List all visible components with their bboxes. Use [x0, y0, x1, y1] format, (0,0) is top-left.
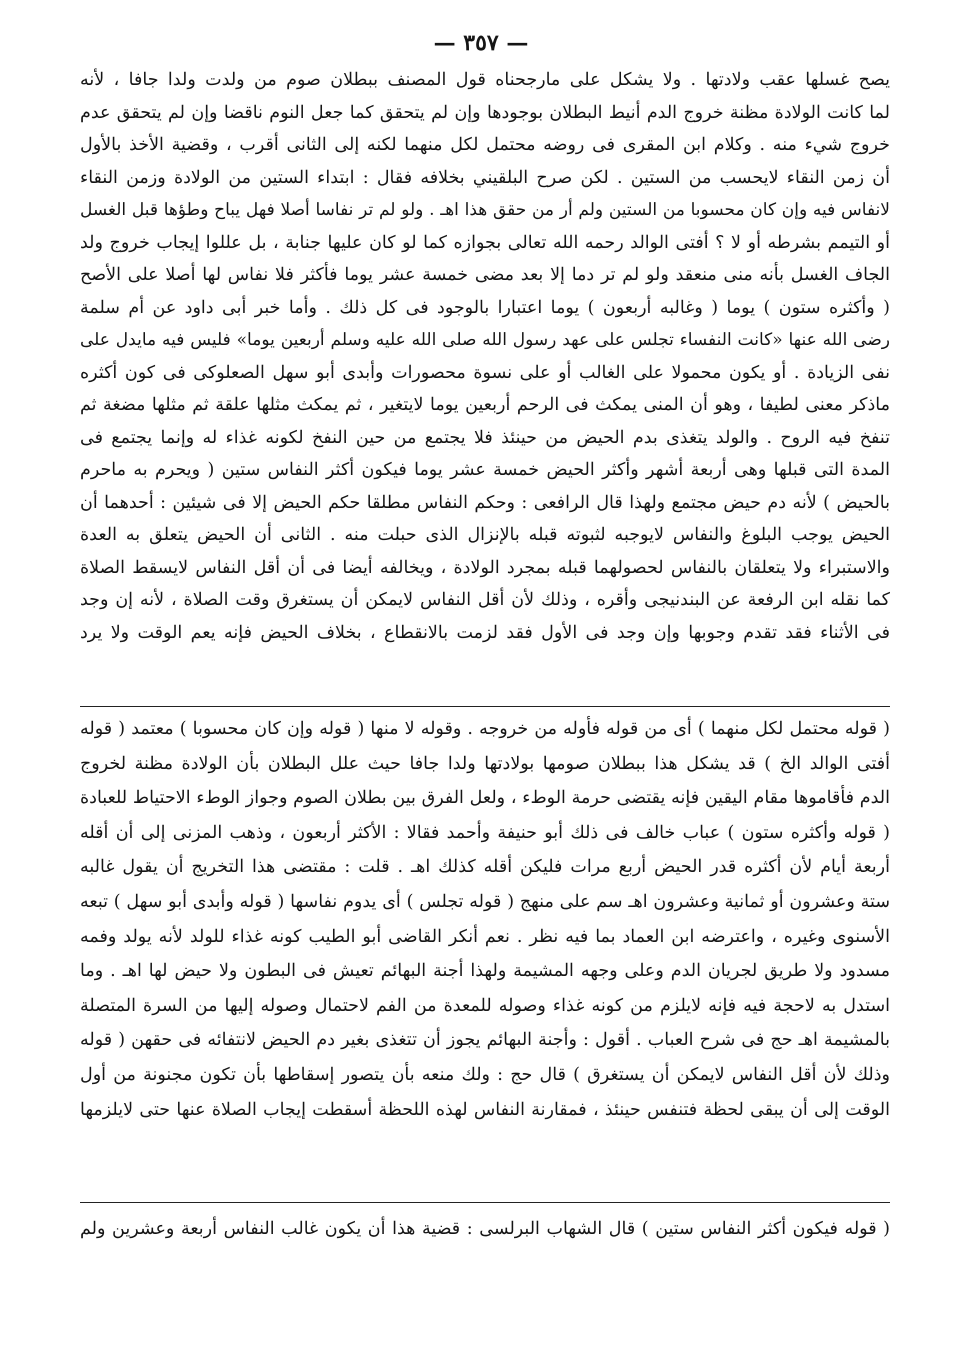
main-line: تنفخ فيه الروح . والولد يتغذى بدم الحيض من حينئذ فلا يجتمع من حين النفخ لكونه غذاء له وإنما يجتمع فى: [80, 427, 890, 448]
main-line: ماذكر معنى لطيفا ، وهو أن المنى يمكث فى الرحم أربعين يوما لايتغير ، ثم يمكث مثلها علقة ثم مثلها مضغة ثم: [80, 395, 890, 415]
main-line: الحيض يوجب البلوغ والنفاس لايوجبه لثبوته قبله بالإنزال الذى حبلت منه . الثانى أن الحيض يتعلق به العدة: [80, 525, 890, 545]
main-line: لما كانت الولادة مظنة خروج الدم أنيط البطلان بوجودها وإن لم يتحقق كما جعل النوم ناقضا وإن لم يتحقق عدم: [80, 102, 890, 123]
footnote-line: الأسنوى وغيره ، واعترضه ابن العماد بما فيه نظر . نعم أنكر القاضى أبو الطيب كونه غذاء للولد لأنه يولد وفمه: [80, 926, 890, 947]
main-line: فى الأثناء فقد تقدم وجوبها وإن وجد فى الأول فقد لزمت بالانقطاع ، بخلاف الحيض فإنه يعم الوقت ولا يرد: [80, 622, 890, 643]
main-line: كما نقله ابن الرفعة عن البندنيجى وأقره ، وذلك لأن أقل النفاس لايمكن أن يستغرق وقت الصلاة ، لأنه إن وجد: [80, 590, 890, 610]
footnote-block: [80, 712, 890, 1127]
main-line: بالحيض ) لأنه دم حيض مجتمع ولهذا قال الرافعى : وحكم النفاس مطلقا حكم الحيض إلا فى شيئين : أحدهما أن: [80, 492, 890, 513]
main-line: لانفاس فيه وإن كان محسوبا من الستين ولم أر من حقق هذا اهـ . ولو لم تر نفاسا أصلا فهل يباح وطؤها قبل الغسل: [80, 200, 890, 220]
footnote-line: أربعة أيام لأن أكثره قدر الحيض أربع مرات فليكن أقله كذلك اهـ . قلت : مقتضى هذا التخريج أن يقول غالبه: [80, 857, 890, 878]
footnote-line: الدم فأقاموها مقام اليقين فإنه يقتضى حرمة الوطء ، ولعل الفرق بين بطلان الصوم وجواز الوطء الاحتياط للعبادة: [80, 788, 890, 809]
footnote-divider: [80, 1202, 890, 1203]
main-line: يصح غسلها عقب ولادتها . ولا يشكل على مارجحناه قول المصنف ببطلان صوم من ولدت ولدا جافا ، لأنه: [80, 70, 890, 90]
main-text: [80, 64, 890, 649]
footnote-divider: [80, 706, 890, 707]
footnote-line: ستة وعشرون أو ثمانية وعشرون اهـ سم على منهج ( قوله تجلس ) أى يدوم نفاسها ( قوله وأبدى أبو سهل ) تبعه: [80, 891, 890, 912]
main-line: ( وأكثره ستون ) يوما ( وغالبه أربعون ) يوما اعتبارا بالوجود فى كل ذلك . وأما خبر أبى داود عن أم سلمة: [80, 297, 890, 318]
main-line: أو التيمم بشرطه أو لا ؟ أفتى الوالد رحمه الله تعالى بجوازه كما لو كان عليها جنابة ، بل عللوا إيجاب خروج ولد: [80, 232, 890, 253]
main-line: الجاف الغسل بأنه منى منعقد ولو لم تر دما إلا بعد مضى خمسة عشر يوما فأكثر فلا نفاس لها أصلا على الأصح: [80, 265, 890, 285]
footnote-line: الوقت إلى أن يبقى لحظة فتنفس حينئذ ، فمقارنة النفاس لهذه اللحظة أسقطت إيجاب الصلاة عنها حتى لايلزمها: [80, 1099, 890, 1120]
main-line: رضى الله عنها «كانت النفساء تجلس على عهد رسول الله صلى الله عليه وسلم أربعين يوما» فليس فيه مايدل على: [80, 330, 890, 350]
page-number: — ٣٥٧ —: [433, 30, 529, 56]
footnote-line: ( قوله فيكون أكثر النفاس ستين ) قال الشهاب البرلسى : قضية هذا أن يكون غالب النفاس أربعة وعشرين ولم: [80, 1219, 890, 1239]
main-line: المدة التى قبلها وهى أربعة أشهر وأكثر الحيض خمسة عشر يوما فيكون أكثر النفاس ستين ( ويحرم به ماحرم: [80, 460, 890, 480]
footnote-line: وذلك لأن أقل النفاس لايمكن أن يستغرق ) قال حج : ولك منعه بأن يتصور إسقاطها بأن تكون مجنونة من أول: [80, 1064, 890, 1085]
main-line: خروج شيء منه . وكلام ابن المقرى فى روضه محتمل لكل منهما لكنه إلى الثانى أقرب ، وقضية الأخذ بالأول: [80, 135, 890, 155]
main-line: والاستبراء ولا يتعلقان بالنفاس لحصولهما قبله بمجرد الولادة ، ويخالفه أيضا فى أن أقل النفاس لايسقط الصلاة: [80, 557, 890, 578]
main-line: أن زمن النقاء لايحسب من الستين . لكن صرح البلقيني بخلافه فقال : ابتداء الستين من الولادة وزمن النقاء: [80, 167, 890, 188]
footnote-line: بالمشيمة اهـ حج فى شرح العباب . أقول : وأجنة البهائم يجوز أن تتغذى بغير دم الحيض لانتفائه فى حقهن ( قوله: [80, 1030, 890, 1051]
footnote-line: أفتى الوالد الخ ) قد يشكل هذا ببطلان صومها بولادتها ولدا جافا حيث علل البطلان بأن الولادة مظنة لخروج: [80, 753, 890, 774]
footnote-line: مسدود ولا طريق لجريان الدم وعلى وجهه المشيمة ولهذا أجنة البهائم تعيش فى البطون ولا حيض لها اهـ . وما: [80, 961, 890, 982]
footnote-block-secondary: [80, 1212, 890, 1246]
footnote-line: ( قوله محتمل لكل منهما ) أى من قوله فأوله من خروجه . وقوله لا منها ( قوله وإن كان محسوبا ) معتمد ( قوله: [80, 719, 890, 739]
footnote-line: ( قوله وأكثره ستون ) عباب خالف فى ذلك أبو حنيفة وأحمد فقالا : الأكثر أربعون ، وذهب المزنى إلى أن أقله: [80, 822, 890, 843]
main-line: نفى الزيادة . أو يكون محمولا على الغالب أو على نسوة محصورات وأبدى أبو سهل الصعلوكى فى كون أكثره: [80, 362, 890, 383]
footnote-line: استدل به لاحجة فيه فإنه لايلزم من كونه غذاء وصوله للمعدة من الفم لاحتمال وصوله إليها من السرة المتصلة: [80, 995, 890, 1016]
